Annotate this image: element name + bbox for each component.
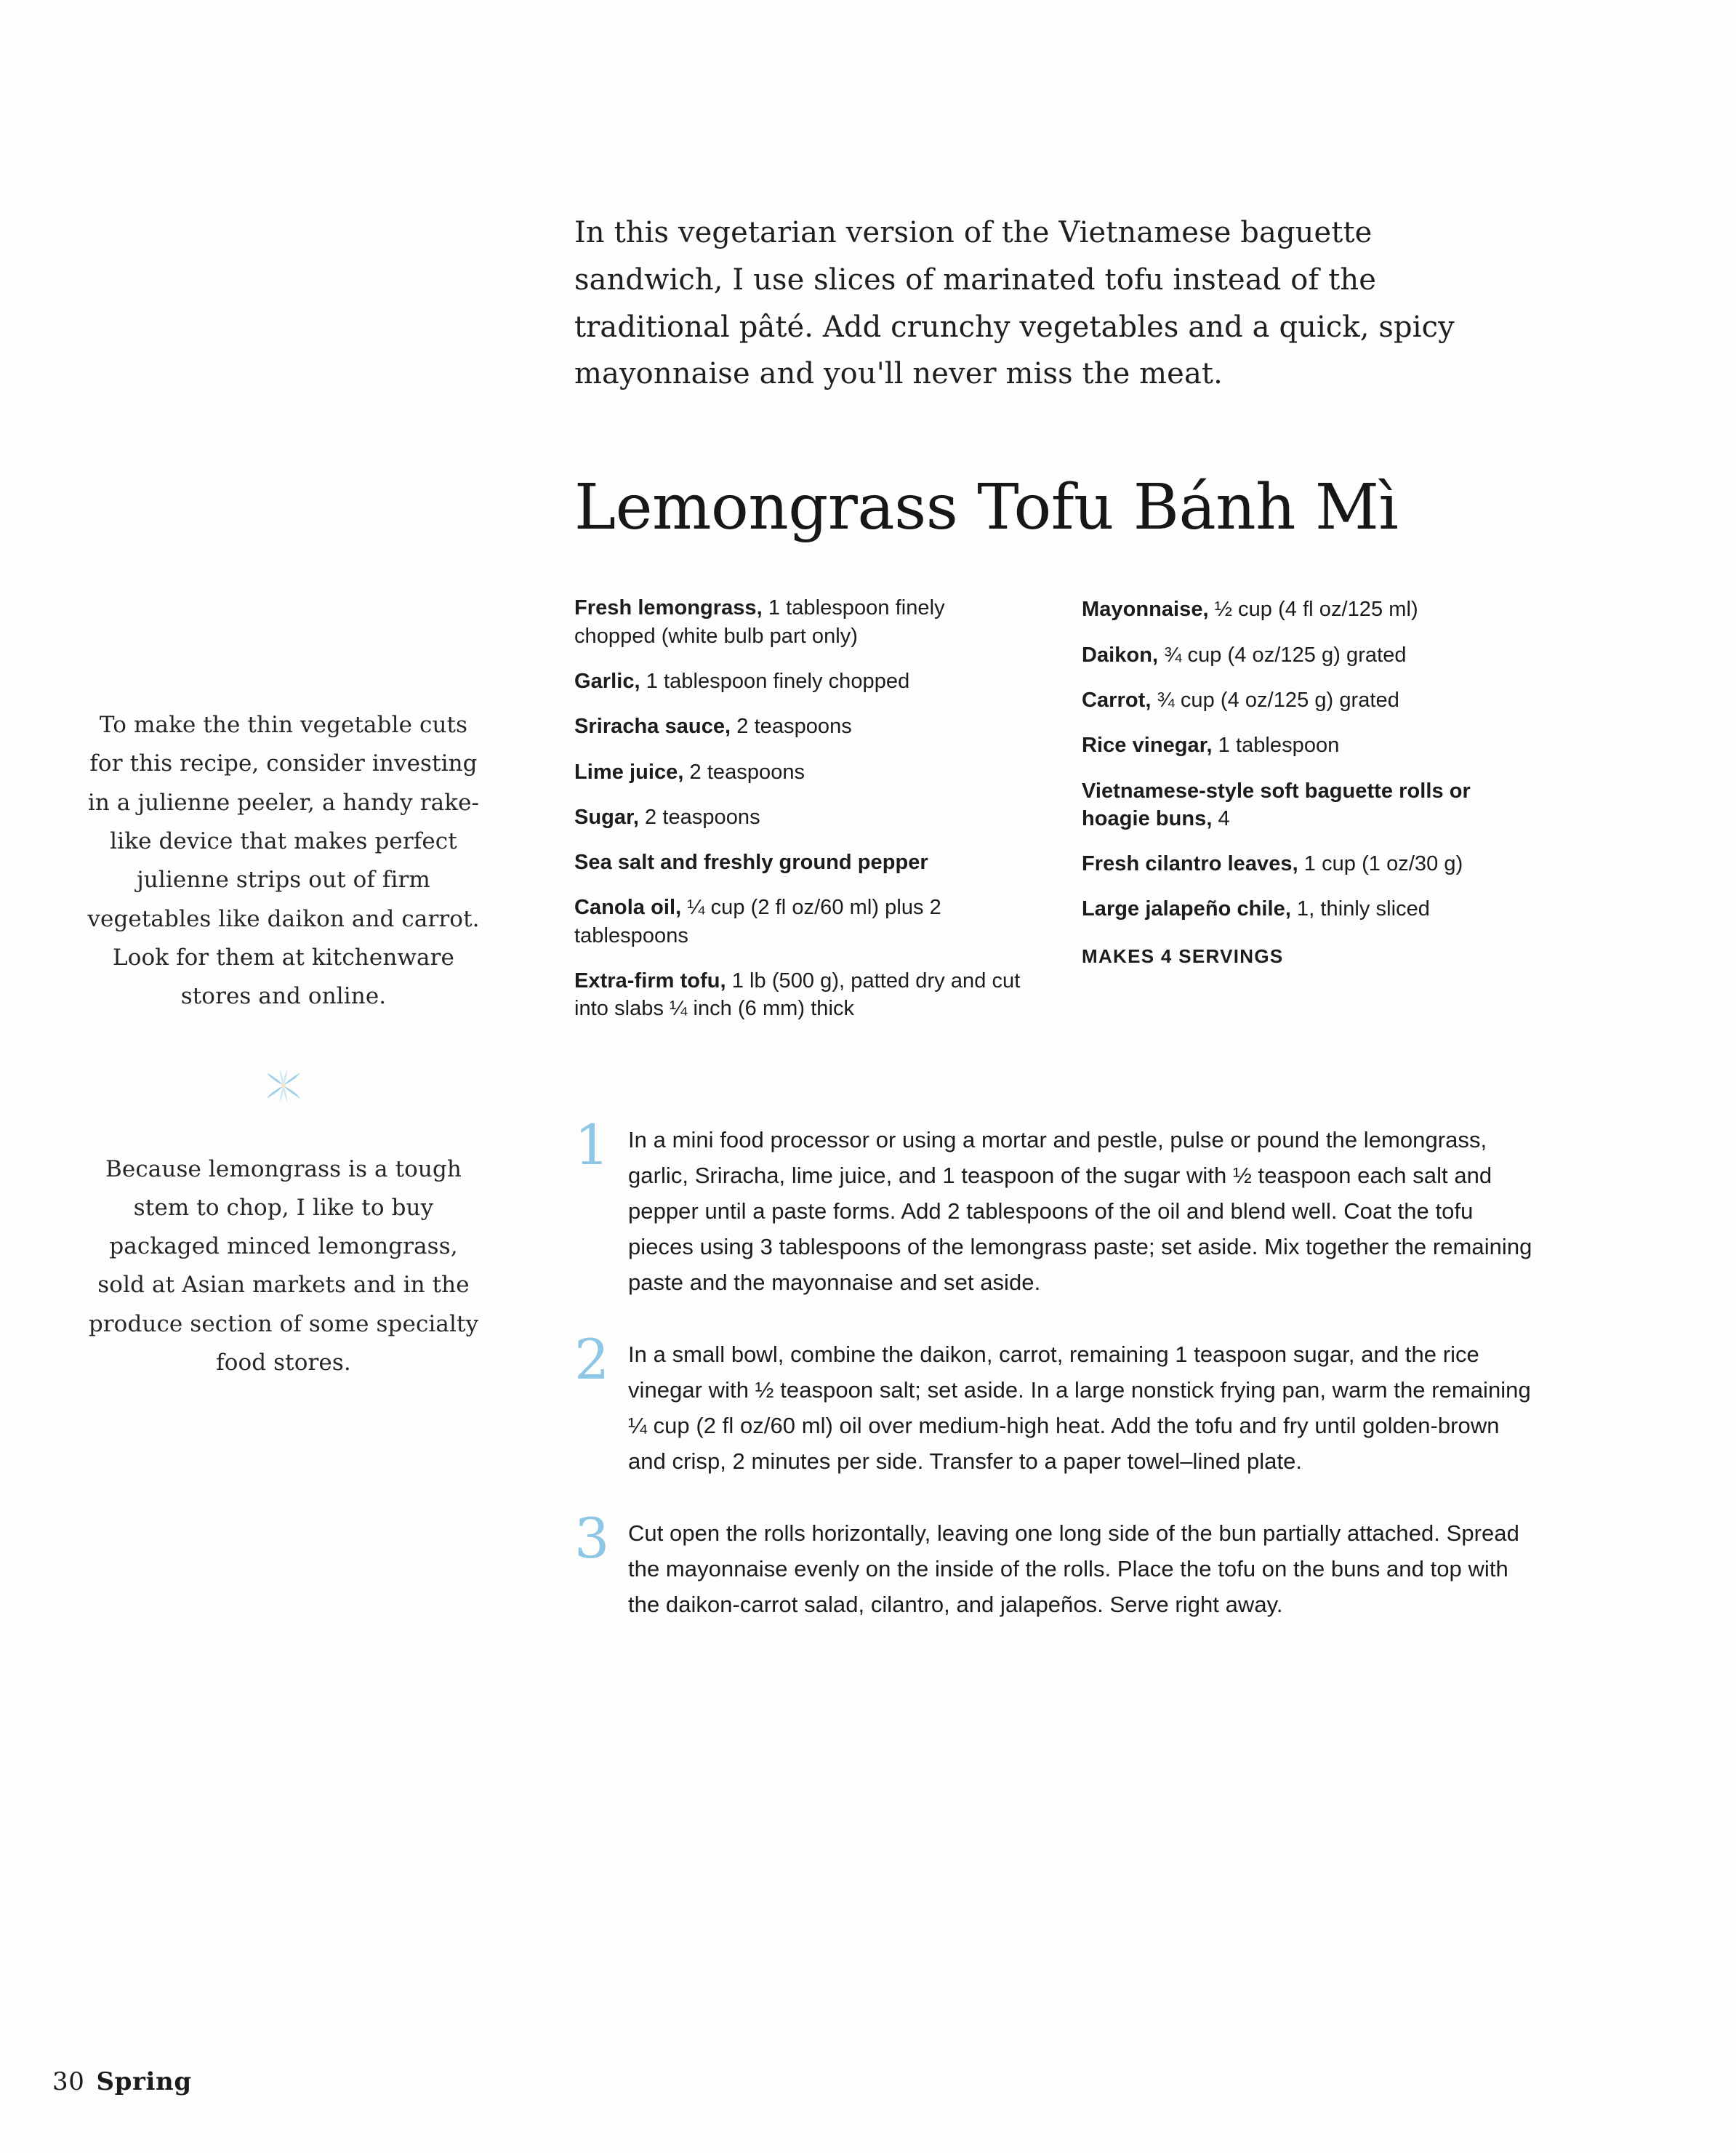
- ingredient-item: [1082, 777, 1532, 833]
- ingredient-quantity: 4: [1212, 806, 1230, 830]
- ingredient-name: Carrot,: [1082, 689, 1152, 713]
- ingredient-name: Large jalapeño chile,: [1082, 897, 1291, 921]
- ingredient-quantity: 1 cup (1 oz/30 g): [1298, 852, 1463, 876]
- ingredient-name: Sugar,: [574, 805, 639, 829]
- ingredient-item: [574, 849, 1025, 876]
- step-text: In a small bowl, combine the daikon, carrot, remaining 1 teaspoon sugar, and the rice vinegar with ½ teaspoon salt; set aside. In a large nonstick frying pan, warm the remaining ¼ cup (2 fl oz/60 ml) oil over medium-high heat. Add the tofu and fry until golden-brown and crisp, 2 minutes per side. Transfer to a paper towel–lined plate.: [628, 1342, 1531, 1475]
- ingredient-quantity: 2 teaspoons: [731, 715, 852, 739]
- ingredient-name: Sea salt and freshly ground pepper: [574, 851, 928, 875]
- ingredient-quantity: ¼ cup (2 fl oz/60 ml) plus 2 tablespoons: [574, 896, 941, 947]
- ingredient-quantity: ¾ cup (4 oz/125 g) grated: [1158, 643, 1407, 667]
- ingredient-item: [574, 667, 1025, 695]
- ingredient-name: Lime juice,: [574, 760, 684, 784]
- page-footer: [52, 2067, 192, 2096]
- ingredient-item: [574, 967, 1025, 1023]
- ingredient-item: [1082, 895, 1532, 923]
- ingredient-name: Sriracha sauce,: [574, 715, 731, 739]
- ingredient-quantity: 1 tablespoon finely chopped (white bulb part only): [574, 596, 945, 648]
- ingredient-item: [1082, 850, 1532, 878]
- section-name: Spring: [96, 2067, 192, 2096]
- ingredient-item: [1082, 686, 1532, 714]
- ingredient-name: Vietnamese-style soft baguette rolls or hoagie buns,: [1082, 779, 1471, 830]
- sidebar-tips: [87, 683, 480, 1405]
- ingredient-item: [1082, 731, 1532, 759]
- ingredient-name: Mayonnaise,: [1082, 598, 1209, 622]
- ingredient-quantity: ¾ cup (4 oz/125 g) grated: [1151, 689, 1399, 713]
- recipe-intro-paragraph: In this vegetarian version of the Vietnamese baguette sandwich, I use slices of marinated tofu instead of the traditional pâté. Add crunchy vegetables and a quick, spicy mayonnaise and you'll never miss the meat.: [574, 216, 1455, 391]
- ingredient-item: [574, 894, 1025, 950]
- ingredient-item: [574, 713, 1025, 740]
- ingredient-quantity: 1, thinly sliced: [1290, 897, 1430, 921]
- instruction-step: [574, 1327, 1541, 1480]
- ingredients-section: [574, 594, 1541, 1040]
- sidebar-tip-note-2: Because lemongrass is a tough stem to chop, I like to buy packaged minced lemongrass, sold at Asian markets and in the produce section of some specialty food stores.: [88, 1155, 479, 1376]
- ingredient-item: [1082, 596, 1532, 623]
- ingredient-item: [574, 803, 1025, 831]
- step-text: Cut open the rolls horizontally, leaving one long side of the bun partially attached. Spread the mayonnaise evenly on the inside of the rolls. Place the tofu on the buns and top with the daikon-carrot salad, cilantro, and jalapeños. Serve right away.: [628, 1520, 1519, 1618]
- ingredient-item: [574, 758, 1025, 786]
- ingredient-quantity: 2 teaspoons: [683, 760, 805, 784]
- step-number: 1: [574, 1112, 610, 1178]
- step-number: 2: [574, 1327, 610, 1392]
- instruction-step: [574, 1112, 1541, 1301]
- ingredient-quantity: 1 tablespoon: [1212, 734, 1340, 758]
- ingredient-name: Garlic,: [574, 670, 640, 694]
- recipe-main-column: [574, 180, 1541, 1655]
- ingredient-name: Extra-firm tofu,: [574, 969, 726, 993]
- ingredients-column-right: [1082, 594, 1532, 1040]
- ingredient-name: Daikon,: [1082, 643, 1159, 667]
- servings-label: MAKES 4 SERVINGS: [1082, 945, 1284, 967]
- ingredient-name: Canola oil,: [574, 896, 682, 920]
- ingredients-column-left: [574, 594, 1025, 1040]
- ingredient-name: Fresh cilantro leaves,: [1082, 852, 1298, 876]
- ingredient-item: [574, 594, 1025, 650]
- ingredient-name: Rice vinegar,: [1082, 734, 1213, 758]
- instructions-section: [574, 1112, 1541, 1623]
- step-text: In a mini food processor or using a mortar and pestle, pulse or pound the lemongrass, garlic, Sriracha, lime juice, and 1 teaspoon of the sugar with ½ teaspoon each salt and pepper until a paste forms. Add 2 tablespoons of the oil and blend well. Coat the tofu pieces using 3 tablespoons of the lemongrass paste; set aside. Mix together the remaining paste and the mayonnaise and set aside.: [628, 1127, 1532, 1296]
- step-number: 3: [574, 1506, 610, 1571]
- sidebar-tip-note-1: To make the thin vegetable cuts for this recipe, consider investing in a julienne peeler, a handy rake-like device that makes perfect julienne strips out of firm vegetables like daikon and carrot. Look for them at kitchenware stores and online.: [87, 712, 480, 1010]
- ingredient-quantity: ½ cup (4 fl oz/125 ml): [1208, 598, 1418, 622]
- page-number: 30: [52, 2067, 85, 2096]
- instruction-step: [574, 1506, 1541, 1623]
- ingredient-name: Fresh lemongrass,: [574, 596, 763, 620]
- ingredient-quantity: 1 lb (500 g), patted dry and cut into slabs ¼ inch (6 mm) thick: [574, 969, 1021, 1021]
- ingredient-item: [1082, 641, 1532, 669]
- ingredient-quantity: 1 tablespoon finely chopped: [640, 670, 910, 694]
- four-petal-flower-ornament-icon: [258, 1060, 309, 1111]
- ingredient-quantity: 2 teaspoons: [638, 805, 760, 829]
- page-title: Lemongrass Tofu Bánh Mì: [574, 471, 1399, 545]
